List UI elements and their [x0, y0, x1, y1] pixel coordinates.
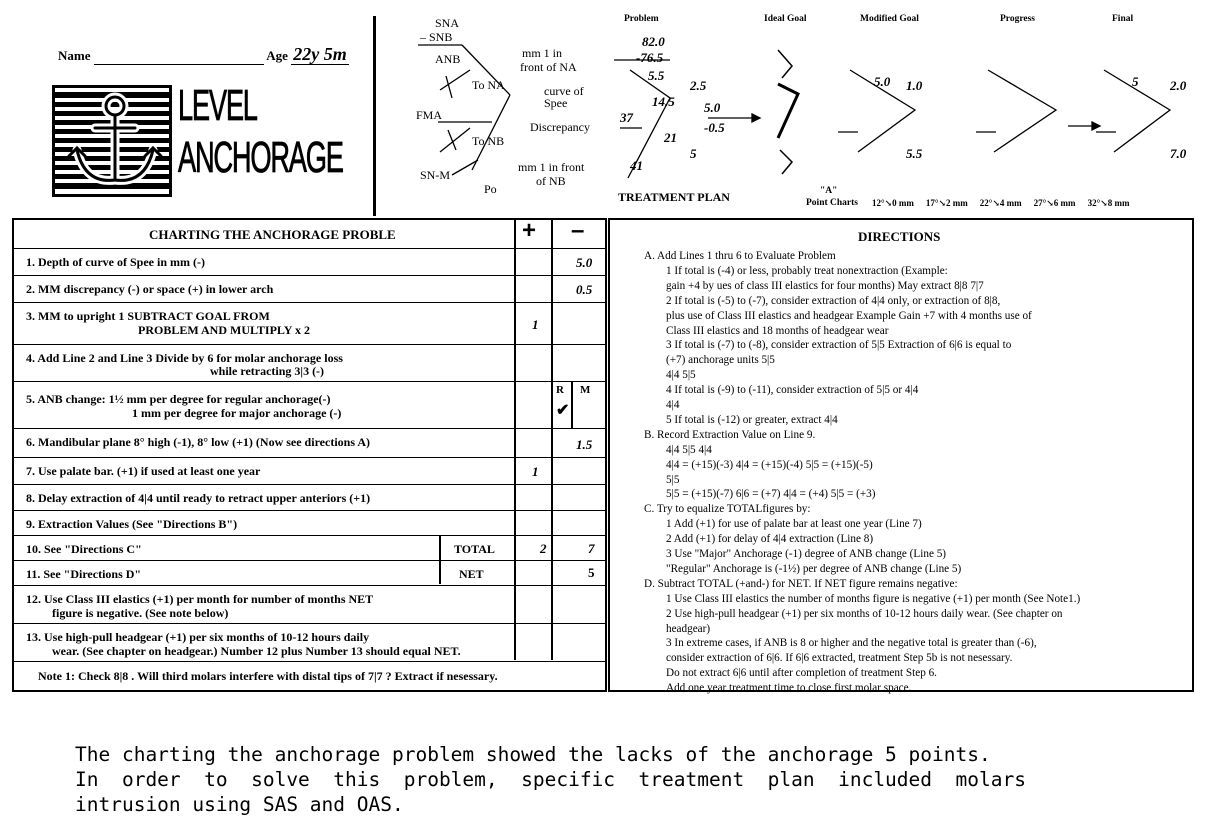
directions-line: 2 Add (+1) for delay of 4|4 extraction (Line 8)	[666, 533, 874, 546]
directions-line: headgear)	[666, 622, 711, 635]
arrow-m05: -0.5	[704, 120, 725, 135]
table-row	[14, 429, 606, 458]
directions-line: 3 If total is (-7) to (-8), consider extraction of 5|5 Extraction of 6|6 is equal to	[666, 339, 1012, 352]
directions-line: Do not extract 6|6 until after completion of treatment Step 6.	[666, 667, 937, 680]
directions-line: 1 If total is (-4) or less, probably treat nonextraction (Example:	[666, 264, 948, 277]
row-label-2: figure is negative. (See note below)	[52, 606, 229, 620]
row-label: 6. Mandibular plane 8° high (-1), 8° low (+1) (Now see directions A)	[26, 435, 370, 449]
row-minus-value: 7	[588, 541, 595, 556]
row-plus-value: 1	[532, 317, 539, 332]
row-label: 12. Use Class III elastics (+1) per month for number of months NET	[26, 592, 374, 606]
snb-label: – SNB	[420, 30, 453, 44]
total-label: TOTAL	[454, 542, 495, 556]
curve-line1: curve of	[544, 84, 584, 98]
cephalometric-diagram	[380, 10, 1200, 215]
anchor-icon	[55, 88, 169, 194]
directions-line: 5 If total is (-12) or greater, extract 4|4	[666, 413, 838, 426]
age-label: Age	[266, 48, 288, 63]
directions-line: 2 Use high-pull headgear (+1) per six months of 10-12 hours daily wear. (See chapter on	[666, 607, 1063, 620]
problem-25: 2.5	[690, 78, 707, 93]
mm-nb-line2: of NB	[536, 174, 566, 188]
row-label: 9. Extraction Values (See "Directions B")	[26, 517, 238, 531]
row-label: 7. Use palate bar. (+1) if used at least one year	[26, 464, 261, 478]
directions-line: 4 If total is (-9) to (-11), consider extraction of 5|5 or 4|4	[666, 384, 919, 397]
row-label: 3. MM to upright 1 SUBTRACT GOAL FROM	[26, 309, 270, 323]
row-plus-value: 2	[540, 541, 547, 556]
directions-line: 4|4 5|5	[666, 369, 696, 382]
directions-line: 5|5 = (+15)(-7) 6|6 = (+7) 4|4 = (+4) 5|5 = (+3)	[666, 488, 876, 501]
discrepancy-label: Discrepancy	[530, 120, 590, 134]
table-header-row	[14, 217, 606, 249]
table-note: Note 1: Check 8|8 . Will third molars interfere with distal tips of 7|7 ? Extract if nesessary.	[38, 669, 498, 683]
snm-label: SN-M	[420, 168, 451, 182]
modified-title: Modified Goal	[860, 14, 919, 24]
table-row	[14, 382, 606, 429]
directions-heading: C. Try to equalize TOTALfigures by:	[644, 503, 811, 516]
modified-55: 5.5	[906, 146, 923, 161]
arrow-50: 5.0	[704, 100, 721, 115]
row-label: 8. Delay extraction of 4|4 until ready to retract upper anteriors (+1)	[26, 491, 371, 505]
problem-21: 21	[664, 130, 677, 145]
mm-na-line1: mm 1 in	[522, 46, 563, 60]
ideal-title: Ideal Goal	[764, 14, 807, 24]
row-label: 2. MM discrepancy (-) or space (+) in lower arch	[26, 282, 274, 296]
directions-panel	[608, 218, 1194, 695]
table-row	[14, 536, 606, 561]
directions-line: Add one year treatment time to close first molar space.	[666, 682, 912, 695]
final-20: 2.0	[1170, 78, 1187, 93]
table-row	[14, 458, 606, 485]
table-row	[14, 586, 606, 624]
figure-caption	[75, 742, 1026, 817]
problem-title: Problem	[624, 14, 659, 24]
directions-line: "Regular" Anchorage is (-1½) per degree of ANB change (Line 5)	[666, 562, 962, 575]
final-5: 5	[1132, 74, 1139, 89]
age-value: 22y 5m	[293, 44, 347, 64]
plus-header: +	[522, 217, 537, 244]
row-label: 4. Add Line 2 and Line 3 Divide by 6 for molar anchorage loss	[26, 351, 343, 365]
logo-text	[178, 80, 343, 184]
problem-37: 37	[620, 110, 633, 125]
directions-line: gain +4 by ues of class III elastics for four months) May extract 8|8 7|7	[666, 279, 984, 292]
check-mark: ✔	[556, 402, 570, 419]
logo-line2: ANCHORAGE	[178, 133, 343, 182]
point-charts-label: Point Charts	[806, 198, 858, 208]
row-label: 13. Use high-pull headgear (+1) per six months of 10-12 hours daily	[26, 630, 370, 644]
table-row	[14, 249, 606, 276]
table-row	[14, 276, 606, 303]
row-label: 1. Depth of curve of Spee in mm (-)	[26, 255, 205, 269]
treatment-plan-label: TREATMENT PLAN	[618, 190, 730, 204]
directions-line: 3 Use "Major" Anchorage (-1) degree of ANB change (Line 5)	[666, 548, 947, 560]
caption-line: The charting the anchorage problem showed the lacks of the anchorage 5 points.	[75, 743, 991, 766]
table-row	[14, 485, 606, 511]
name-label: Name	[58, 48, 91, 63]
final-70: 7.0	[1170, 146, 1187, 161]
table-row	[14, 303, 606, 345]
progress-title: Progress	[1000, 14, 1036, 24]
problem-145: 14.5	[652, 94, 675, 109]
caption-line: intrusion using SAS and OAS.	[75, 793, 404, 816]
point-chart-item: 32°↘8 mm	[1087, 198, 1130, 208]
point-chart-items	[872, 198, 1129, 209]
logo-line1: LEVEL	[178, 81, 257, 130]
modified-10: 1.0	[906, 78, 923, 93]
table-row	[14, 345, 606, 382]
row-label-2: wear. (See chapter on headgear.) Number 12 plus Number 13 should equal NET.	[52, 644, 461, 658]
name-field	[94, 51, 264, 65]
anchorage-chart-table	[12, 218, 607, 692]
point-chart-item: 17°↘2 mm	[925, 198, 968, 208]
r-label: R	[556, 384, 564, 396]
directions-line: consider extraction of 6|6. If 6|6 extracted, treatment Step 5b is not nesessary.	[666, 652, 1013, 665]
table-title: CHARTING THE ANCHORAGE PROBLE	[149, 227, 396, 242]
header-divider	[373, 16, 376, 216]
to-na-label: To NA	[472, 78, 505, 92]
row-minus-value: 5	[588, 565, 595, 580]
problem-5: 5	[690, 146, 697, 161]
row-label-2: while retracting 3|3 (-)	[210, 364, 325, 378]
point-chart-item: 27°↘6 mm	[1033, 198, 1076, 208]
net-label: NET	[459, 567, 484, 581]
directions-line: 4|4 5|5 4|4	[666, 443, 712, 456]
table-row	[14, 561, 606, 586]
caption-line: In order to solve this problem, specific treatment plan included molars	[75, 768, 1026, 791]
directions-line: 2 If total is (-5) to (-7), consider extraction of 4|4 only, or extraction of 8|8,	[666, 294, 1001, 307]
directions-heading: D. Subtract TOTAL (+and-) for NET. If NET figure remains negative:	[644, 577, 958, 590]
row-plus-value: 1	[532, 464, 539, 479]
point-chart-item: 12°↘0 mm	[872, 198, 914, 208]
row-minus-value: 0.5	[576, 282, 593, 297]
mm-nb-line1: mm 1 in front	[518, 160, 585, 174]
point-chart-item: 22°↘4 mm	[979, 198, 1022, 208]
minus-header: –	[571, 217, 585, 244]
row-label: 10. See "Directions C"	[26, 542, 142, 556]
m-label: M	[580, 384, 591, 396]
modified-50: 5.0	[874, 74, 891, 89]
directions-title: DIRECTIONS	[858, 229, 941, 244]
diagram-lines	[380, 10, 1200, 215]
anb-label: ANB	[435, 52, 461, 66]
a-point-label: "A"	[820, 186, 838, 196]
problem-82: 82.0	[642, 34, 665, 49]
curve-line2: Spee	[544, 96, 568, 110]
name-age-row	[58, 44, 349, 65]
row-label-2: 1 mm per degree for major anchorage (-)	[132, 406, 342, 420]
directions-line: Class III elastics and 18 months of headgear wear	[666, 324, 889, 337]
mm-na-line2: front of NA	[520, 60, 577, 74]
to-nb-label: To NB	[472, 134, 505, 148]
directions-line: 3 In extreme cases, if ANB is 8 or higher and the negative total is greater than (-6),	[666, 637, 1037, 650]
directions-line: (+7) anchorage units 5|5	[666, 354, 775, 367]
row-label: 5. ANB change: 1½ mm per degree for regular anchorage(-)	[26, 392, 331, 406]
problem-55: 5.5	[648, 68, 665, 83]
rm-divider	[571, 382, 573, 428]
directions-line: 4|4	[666, 399, 680, 411]
table-row	[14, 624, 606, 662]
row-label-2: PROBLEM AND MULTIPLY x 2	[138, 323, 311, 337]
directions-heading: B. Record Extraction Value on Line 9.	[644, 428, 816, 441]
row-label: 11. See "Directions D"	[26, 567, 142, 581]
sna-label: SNA	[435, 16, 460, 30]
fma-label: FMA	[416, 108, 443, 122]
row-minus-value: 1.5	[576, 437, 593, 452]
final-title: Final	[1112, 14, 1134, 24]
problem-765: -76.5	[636, 50, 664, 65]
problem-41: 41	[630, 158, 643, 173]
directions-line: 1 Add (+1) for use of palate bar at least one year (Line 7)	[666, 518, 922, 531]
po-label: Po	[484, 182, 497, 196]
table-row	[14, 511, 606, 536]
row-minus-value: 5.0	[576, 255, 593, 270]
directions-heading: A. Add Lines 1 thru 6 to Evaluate Problem	[644, 250, 836, 262]
directions-line: 5|5	[666, 473, 680, 486]
directions-line: 1 Use Class III elastics the number of months figure is negative (+1) per month (See Note1.)	[666, 592, 1081, 605]
directions-line: plus use of Class III elastics and headgear Example Gain +7 with 4 months use of	[666, 309, 1032, 322]
anchor-logo	[52, 85, 172, 197]
directions-line: 4|4 = (+15)(-3) 4|4 = (+15)(-4) 5|5 = (+15)(-5)	[666, 458, 873, 471]
